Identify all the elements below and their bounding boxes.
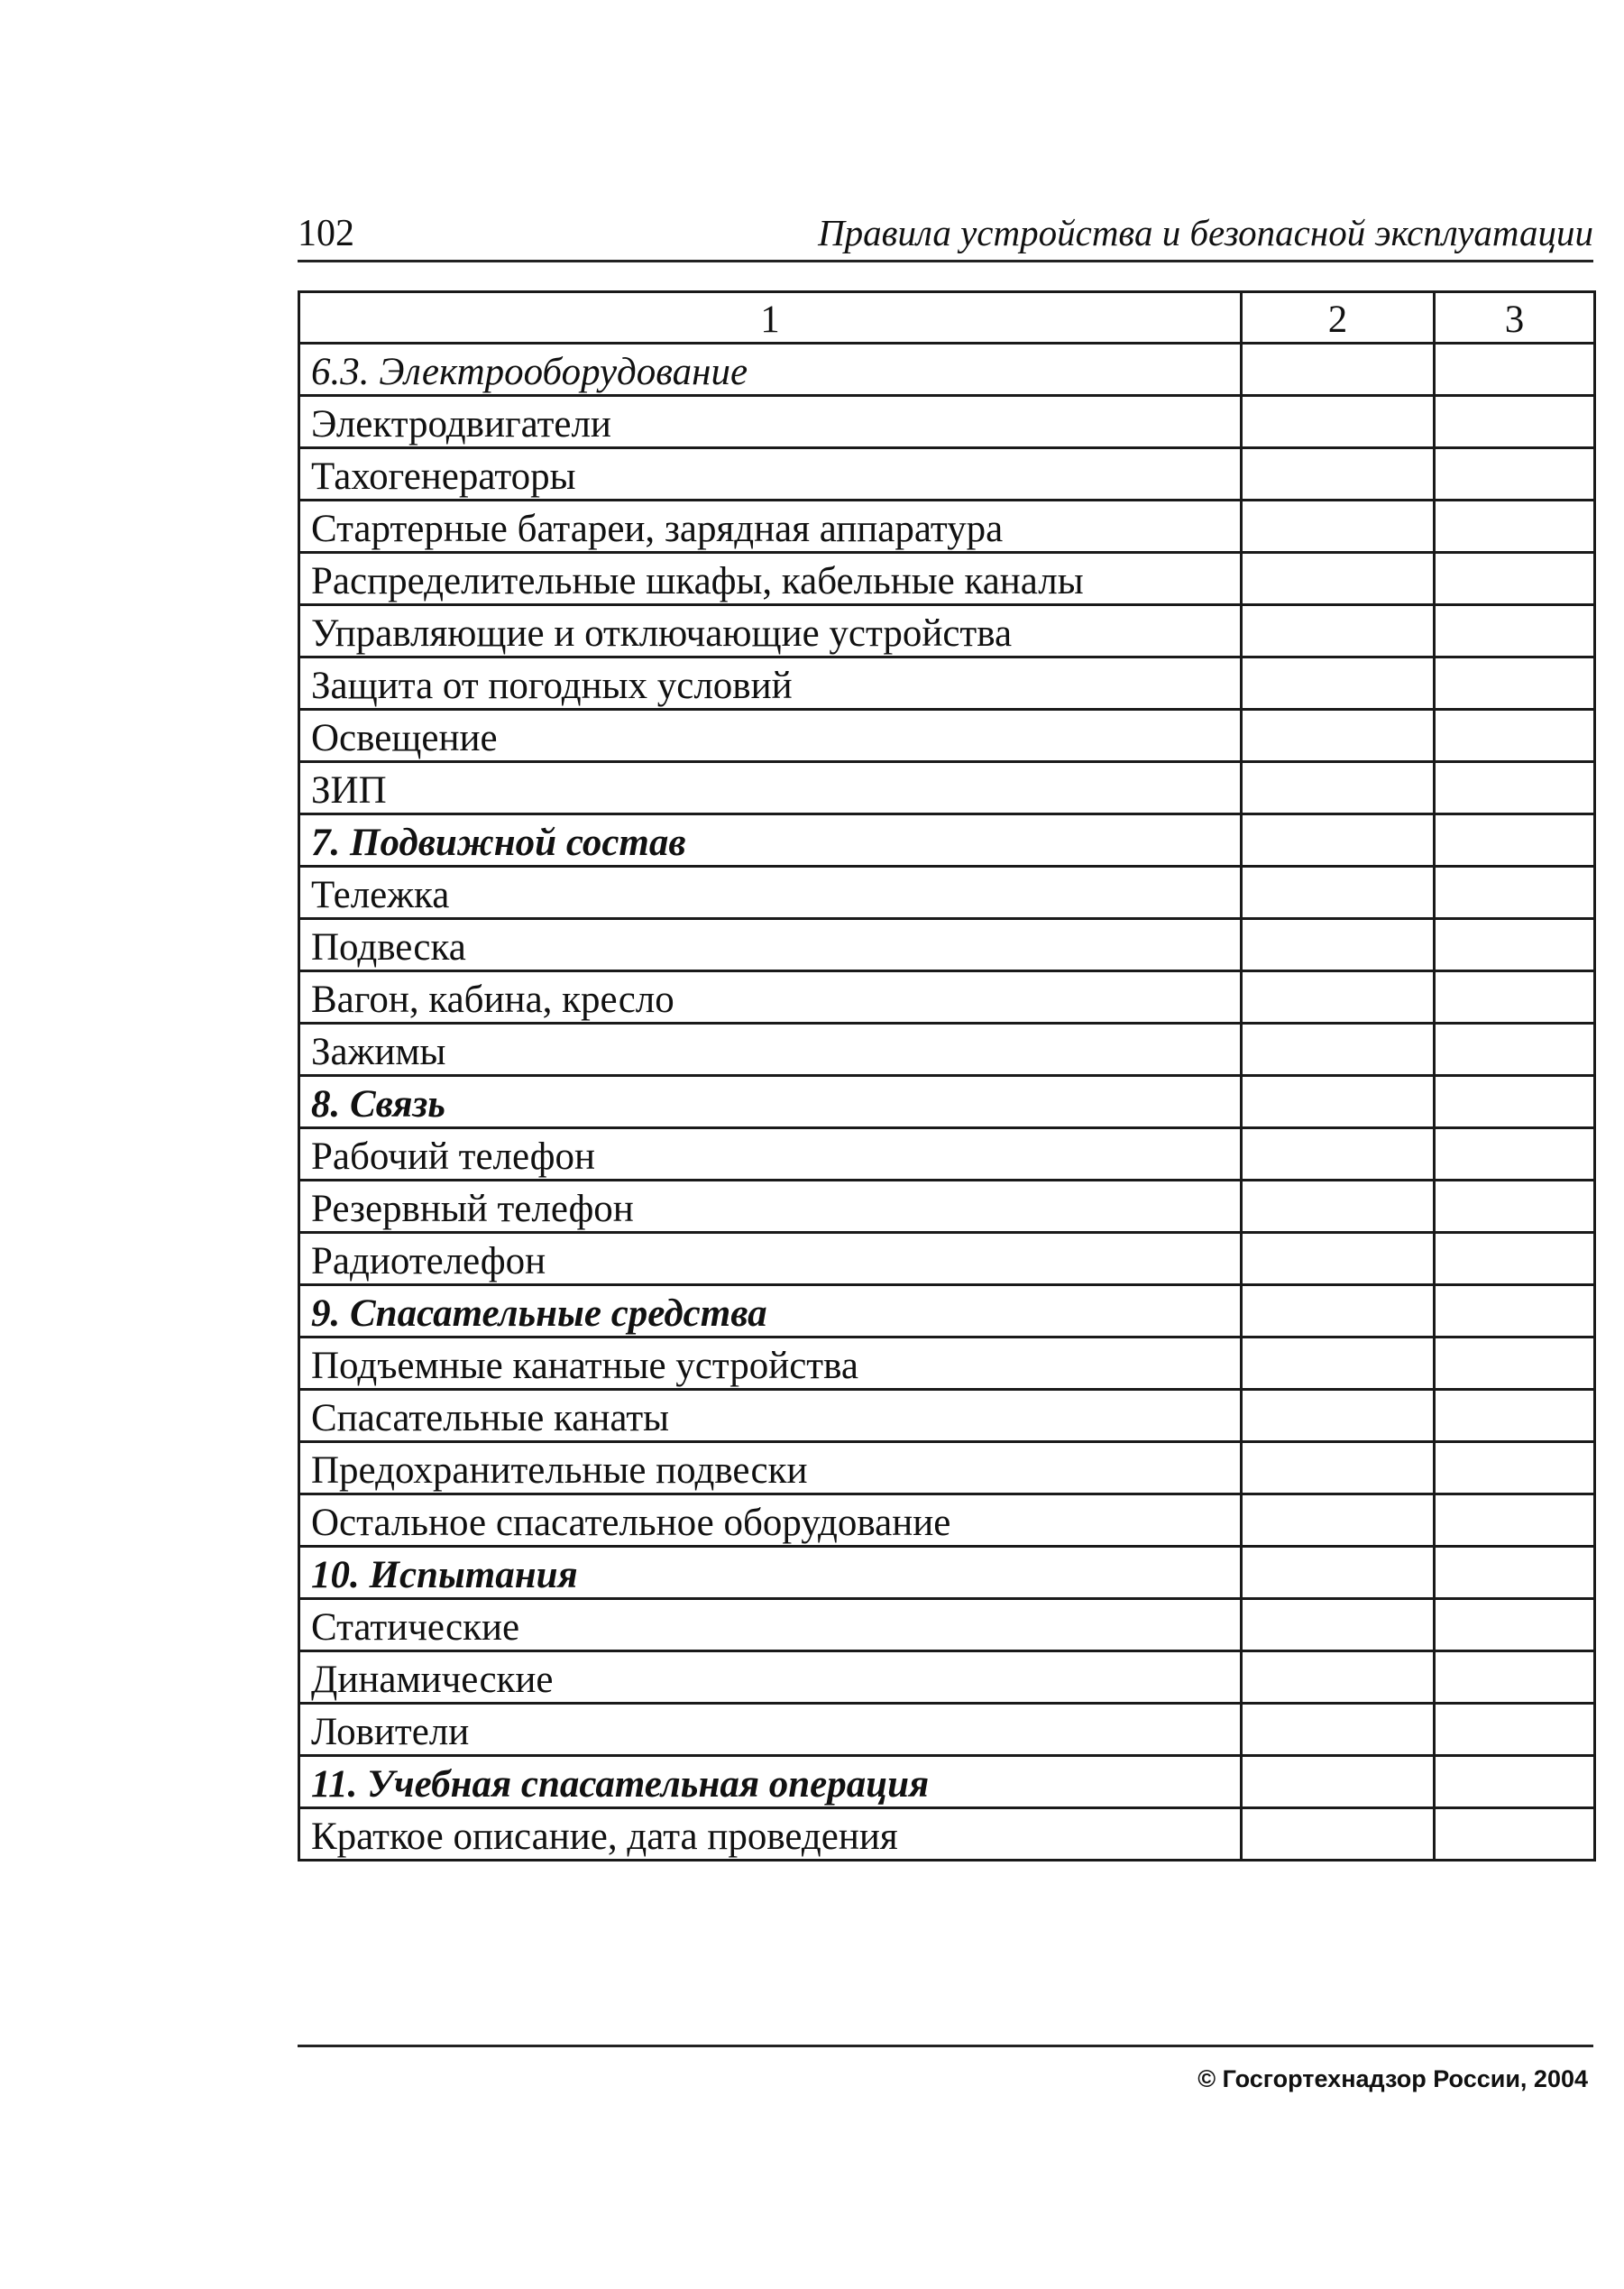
row-label: Ловители — [299, 1704, 1242, 1756]
column-3-cell — [1435, 814, 1595, 867]
table-row — [299, 1181, 1595, 1233]
row-label: Электродвигатели — [299, 396, 1242, 448]
column-3-cell — [1435, 919, 1595, 971]
column-3-cell — [1435, 867, 1595, 919]
row-label: Статические — [299, 1599, 1242, 1651]
column-2-cell — [1242, 1599, 1435, 1651]
column-3-cell — [1435, 1024, 1595, 1076]
row-label: Стартерные батареи, зарядная аппаратура — [299, 501, 1242, 553]
column-3-cell — [1435, 605, 1595, 657]
row-label: Подъемные канатные устройства — [299, 1338, 1242, 1390]
column-2-cell — [1242, 1285, 1435, 1338]
column-3-cell — [1435, 1233, 1595, 1285]
column-header-3: 3 — [1435, 292, 1595, 344]
running-title: Правила устройства и безопасной эксплуатации — [818, 212, 1593, 253]
column-2-cell — [1242, 1024, 1435, 1076]
checklist-table — [298, 290, 1596, 1862]
column-3-cell — [1435, 344, 1595, 396]
column-2-cell — [1242, 762, 1435, 814]
column-3-cell — [1435, 501, 1595, 553]
section-heading: 8. Связь — [299, 1076, 1242, 1128]
column-2-cell — [1242, 1442, 1435, 1494]
row-label: Рабочий телефон — [299, 1128, 1242, 1181]
table-row — [299, 1338, 1595, 1390]
column-2-cell — [1242, 710, 1435, 762]
column-2-cell — [1242, 1390, 1435, 1442]
column-2-cell — [1242, 1704, 1435, 1756]
column-2-cell — [1242, 553, 1435, 605]
row-label: Предохранительные подвески — [299, 1442, 1242, 1494]
table-row — [299, 1704, 1595, 1756]
row-label: Тележка — [299, 867, 1242, 919]
table-row — [299, 1024, 1595, 1076]
table-row — [299, 396, 1595, 448]
column-3-cell — [1435, 1494, 1595, 1547]
header-rule — [298, 260, 1593, 262]
section-heading-row — [299, 1076, 1595, 1128]
column-3-cell — [1435, 1756, 1595, 1808]
table-row — [299, 657, 1595, 710]
column-2-cell — [1242, 919, 1435, 971]
table-row — [299, 501, 1595, 553]
column-2-cell — [1242, 1076, 1435, 1128]
column-2-cell — [1242, 814, 1435, 867]
column-2-cell — [1242, 971, 1435, 1024]
column-3-cell — [1435, 1128, 1595, 1181]
column-3-cell — [1435, 1076, 1595, 1128]
row-label: Распределительные шкафы, кабельные каналы — [299, 553, 1242, 605]
table-header-row — [299, 292, 1595, 344]
column-3-cell — [1435, 448, 1595, 501]
section-heading: 9. Спасательные средства — [299, 1285, 1242, 1338]
table-row — [299, 1599, 1595, 1651]
section-heading: 7. Подвижной состав — [299, 814, 1242, 867]
row-label: Защита от погодных условий — [299, 657, 1242, 710]
column-2-cell — [1242, 1128, 1435, 1181]
table-row — [299, 971, 1595, 1024]
section-heading-row — [299, 1285, 1595, 1338]
column-header-2: 2 — [1242, 292, 1435, 344]
column-2-cell — [1242, 605, 1435, 657]
footer-rule — [298, 2045, 1593, 2047]
section-heading: 10. Испытания — [299, 1547, 1242, 1599]
section-heading-row — [299, 344, 1595, 396]
column-2-cell — [1242, 657, 1435, 710]
column-2-cell — [1242, 867, 1435, 919]
copyright-notice: © Госгортехнадзор России, 2004 — [1197, 2065, 1588, 2092]
column-3-cell — [1435, 1181, 1595, 1233]
column-3-cell — [1435, 1651, 1595, 1704]
table-row — [299, 1442, 1595, 1494]
table-row — [299, 1808, 1595, 1861]
column-3-cell — [1435, 1338, 1595, 1390]
column-3-cell — [1435, 1808, 1595, 1861]
column-2-cell — [1242, 1233, 1435, 1285]
table-row — [299, 919, 1595, 971]
section-heading-row — [299, 814, 1595, 867]
table-row — [299, 710, 1595, 762]
column-3-cell — [1435, 1599, 1595, 1651]
column-2-cell — [1242, 1338, 1435, 1390]
row-label: Освещение — [299, 710, 1242, 762]
table-row — [299, 1233, 1595, 1285]
column-2-cell — [1242, 1547, 1435, 1599]
row-label: ЗИП — [299, 762, 1242, 814]
column-2-cell — [1242, 1181, 1435, 1233]
column-3-cell — [1435, 1704, 1595, 1756]
table-row — [299, 1390, 1595, 1442]
row-label: Остальное спасательное оборудование — [299, 1494, 1242, 1547]
page-number: 102 — [298, 213, 354, 254]
column-2-cell — [1242, 1808, 1435, 1861]
row-label: Управляющие и отключающие устройства — [299, 605, 1242, 657]
column-3-cell — [1435, 396, 1595, 448]
checklist-table-container — [298, 290, 1593, 1862]
table-row — [299, 1494, 1595, 1547]
row-label: Спасательные канаты — [299, 1390, 1242, 1442]
row-label: Тахогенераторы — [299, 448, 1242, 501]
table-row — [299, 1651, 1595, 1704]
column-2-cell — [1242, 1756, 1435, 1808]
column-header-1: 1 — [299, 292, 1242, 344]
table-row — [299, 867, 1595, 919]
row-label: Краткое описание, дата проведения — [299, 1808, 1242, 1861]
column-2-cell — [1242, 448, 1435, 501]
column-3-cell — [1435, 971, 1595, 1024]
column-3-cell — [1435, 1390, 1595, 1442]
column-3-cell — [1435, 710, 1595, 762]
column-3-cell — [1435, 553, 1595, 605]
row-label: Резервный телефон — [299, 1181, 1242, 1233]
column-3-cell — [1435, 1285, 1595, 1338]
table-row — [299, 448, 1595, 501]
table-body — [299, 344, 1595, 1861]
table-row — [299, 605, 1595, 657]
section-heading-row — [299, 1547, 1595, 1599]
column-3-cell — [1435, 657, 1595, 710]
row-label: Вагон, кабина, кресло — [299, 971, 1242, 1024]
table-row — [299, 553, 1595, 605]
row-label: Зажимы — [299, 1024, 1242, 1076]
column-2-cell — [1242, 396, 1435, 448]
column-2-cell — [1242, 1494, 1435, 1547]
column-2-cell — [1242, 344, 1435, 396]
table-row — [299, 762, 1595, 814]
section-heading-row — [299, 1756, 1595, 1808]
row-label: Подвеска — [299, 919, 1242, 971]
section-heading: 11. Учебная спасательная операция — [299, 1756, 1242, 1808]
column-3-cell — [1435, 762, 1595, 814]
section-heading: 6.3. Электрооборудование — [299, 344, 1242, 396]
row-label: Радиотелефон — [299, 1233, 1242, 1285]
row-label: Динамические — [299, 1651, 1242, 1704]
column-2-cell — [1242, 501, 1435, 553]
column-2-cell — [1242, 1651, 1435, 1704]
column-3-cell — [1435, 1547, 1595, 1599]
column-3-cell — [1435, 1442, 1595, 1494]
table-row — [299, 1128, 1595, 1181]
